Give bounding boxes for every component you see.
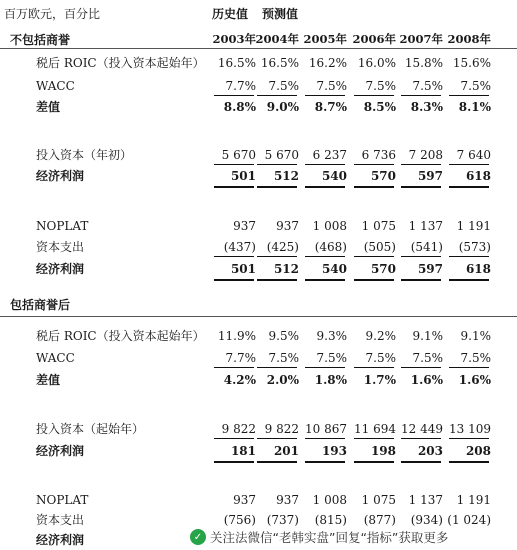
cell-capex-6: (1 024)	[447, 513, 491, 527]
total-underline	[449, 279, 489, 281]
cell-ep1-4: 570	[370, 169, 396, 183]
watermark-text: 关注法微信“老韩实盘”回复“指标”获取更多	[210, 530, 449, 545]
cell-spread-5: 1.6%	[410, 373, 443, 387]
cell-roic-1: 16.5%	[217, 56, 256, 70]
cell-capex-6: (573)	[458, 240, 491, 254]
row-label-ep1: 经济利润	[36, 169, 85, 183]
cell-wacc-3: 7.5%	[316, 351, 347, 365]
cell-ep1-1: 181	[230, 444, 256, 458]
row-label-capital: 投入资本（年初）	[36, 148, 133, 162]
subtotal-underline	[449, 164, 489, 165]
year-header-4: 2006年	[352, 32, 396, 46]
cell-spread-1: 8.8%	[223, 100, 256, 114]
cell-ep1-2: 201	[273, 444, 299, 458]
total-underline	[257, 186, 297, 188]
total-underline	[305, 186, 345, 188]
section-b-rule	[0, 316, 517, 317]
cell-noplat-1: 937	[233, 219, 256, 233]
cell-wacc-1: 7.7%	[225, 351, 256, 365]
total-underline	[305, 461, 345, 463]
subtotal-underline	[401, 438, 441, 439]
cell-wacc-2: 7.5%	[268, 79, 299, 93]
total-underline	[449, 186, 489, 188]
row-label-noplat: NOPLAT	[36, 219, 89, 233]
subtotal-underline	[354, 367, 394, 368]
row-label-capex: 资本支出	[36, 240, 85, 254]
cell-capital-3: 6 237	[312, 148, 347, 162]
unit-label: 百万欧元，百分比	[4, 7, 101, 21]
total-underline	[401, 279, 441, 281]
cell-capex-4: (877)	[363, 513, 396, 527]
total-underline	[214, 279, 254, 281]
cell-ep2-5: 597	[417, 262, 443, 276]
cell-spread-2: 2.0%	[266, 373, 299, 387]
cell-ep2-2: 512	[273, 262, 299, 276]
cell-capital-5: 12 449	[401, 422, 443, 436]
cell-spread-5: 8.3%	[410, 100, 443, 114]
row-label-wacc: WACC	[36, 351, 75, 365]
cell-capex-3: (468)	[314, 240, 347, 254]
total-underline	[214, 461, 254, 463]
cell-capital-5: 7 208	[408, 148, 443, 162]
subtotal-underline	[401, 95, 441, 96]
cell-roic-5: 9.1%	[412, 329, 443, 343]
cell-spread-6: 8.1%	[458, 100, 491, 114]
subtotal-underline	[305, 438, 345, 439]
section-b-title: 包括商誉后	[10, 298, 71, 312]
cell-noplat-5: 1 137	[408, 493, 443, 507]
row-label-ep1: 经济利润	[36, 444, 85, 458]
year-header-3: 2005年	[303, 32, 347, 46]
row-label-spread: 差值	[36, 100, 61, 114]
total-underline	[354, 186, 394, 188]
cell-ep1-3: 540	[321, 169, 347, 183]
cell-noplat-2: 937	[276, 493, 299, 507]
total-underline	[401, 186, 441, 188]
cell-ep1-3: 193	[321, 444, 347, 458]
cell-capex-3: (815)	[314, 513, 347, 527]
cell-spread-4: 8.5%	[363, 100, 396, 114]
row-label-roic: 税后 ROIC（投入资本起始年）	[36, 329, 205, 343]
subtotal-underline	[257, 95, 297, 96]
total-underline	[354, 461, 394, 463]
cell-ep1-6: 208	[465, 444, 491, 458]
cell-capex-1: (756)	[223, 513, 256, 527]
cell-spread-3: 8.7%	[314, 100, 347, 114]
cell-capital-4: 11 694	[354, 422, 396, 436]
cell-roic-4: 9.2%	[365, 329, 396, 343]
total-underline	[257, 461, 297, 463]
subtotal-underline	[449, 367, 489, 368]
cell-capital-2: 9 822	[264, 422, 299, 436]
subtotal-underline	[214, 95, 254, 96]
subtotal-underline	[401, 164, 441, 165]
subtotal-underline	[401, 367, 441, 368]
subtotal-underline	[401, 256, 441, 257]
row-label-ep2: 经济利润	[36, 262, 85, 276]
cell-roic-6: 9.1%	[460, 329, 491, 343]
year-header-2: 2004年	[255, 32, 299, 46]
section-a-title: 不包括商誉	[10, 33, 71, 47]
subtotal-underline	[305, 256, 345, 257]
subtotal-underline	[354, 95, 394, 96]
cell-noplat-4: 1 075	[361, 219, 396, 233]
row-label-spread: 差值	[36, 373, 61, 387]
cell-capex-4: (505)	[363, 240, 396, 254]
cell-capital-6: 7 640	[456, 148, 491, 162]
wechat-icon: ✓	[190, 529, 206, 545]
total-underline	[214, 186, 254, 188]
subtotal-underline	[214, 438, 254, 439]
cell-spread-4: 1.7%	[363, 373, 396, 387]
subtotal-underline	[257, 164, 297, 165]
cell-noplat-2: 937	[276, 219, 299, 233]
subtotal-underline	[449, 256, 489, 257]
row-label-capital: 投入资本（起始年）	[36, 422, 145, 436]
cell-ep1-2: 512	[273, 169, 299, 183]
cell-ep2-6: 618	[465, 262, 491, 276]
cell-roic-5: 15.8%	[404, 56, 443, 70]
subtotal-underline	[214, 367, 254, 368]
subtotal-underline	[449, 95, 489, 96]
cell-wacc-5: 7.5%	[412, 79, 443, 93]
cell-ep2-1: 501	[230, 262, 256, 276]
cell-capital-3: 10 867	[305, 422, 347, 436]
row-label-wacc: WACC	[36, 79, 75, 93]
header-rule	[0, 48, 517, 49]
cell-noplat-3: 1 008	[312, 219, 347, 233]
subtotal-underline	[305, 367, 345, 368]
cell-ep1-5: 203	[417, 444, 443, 458]
subtotal-underline	[354, 164, 394, 165]
subtotal-underline	[305, 95, 345, 96]
year-header-6: 2008年	[447, 32, 491, 46]
cell-noplat-1: 937	[233, 493, 256, 507]
cell-capital-1: 5 670	[221, 148, 256, 162]
cell-ep1-5: 597	[417, 169, 443, 183]
watermark-bar	[190, 524, 517, 550]
cell-ep1-6: 618	[465, 169, 491, 183]
cell-roic-1: 11.9%	[217, 329, 256, 343]
subtotal-underline	[214, 164, 254, 165]
subtotal-underline	[214, 256, 254, 257]
cell-noplat-5: 1 137	[408, 219, 443, 233]
cell-roic-6: 15.6%	[452, 56, 491, 70]
cell-wacc-4: 7.5%	[365, 351, 396, 365]
cell-noplat-4: 1 075	[361, 493, 396, 507]
subtotal-underline	[257, 367, 297, 368]
cell-spread-6: 1.6%	[458, 373, 491, 387]
total-underline	[449, 461, 489, 463]
cell-roic-2: 16.5%	[260, 56, 299, 70]
cell-noplat-6: 1 191	[456, 493, 491, 507]
total-underline	[354, 279, 394, 281]
cell-wacc-5: 7.5%	[412, 351, 443, 365]
cell-noplat-3: 1 008	[312, 493, 347, 507]
cell-spread-3: 1.8%	[314, 373, 347, 387]
cell-roic-3: 9.3%	[316, 329, 347, 343]
cell-capital-4: 6 736	[361, 148, 396, 162]
subtotal-underline	[449, 438, 489, 439]
cell-spread-2: 9.0%	[266, 100, 299, 114]
cell-ep2-3: 540	[321, 262, 347, 276]
cell-wacc-1: 7.7%	[225, 79, 256, 93]
cell-capital-2: 5 670	[264, 148, 299, 162]
total-underline	[401, 461, 441, 463]
cell-noplat-6: 1 191	[456, 219, 491, 233]
cell-spread-1: 4.2%	[223, 373, 256, 387]
year-header-1: 2003年	[212, 32, 256, 46]
subtotal-underline	[354, 438, 394, 439]
cell-wacc-6: 7.5%	[460, 79, 491, 93]
cell-ep1-4: 198	[370, 444, 396, 458]
cell-wacc-3: 7.5%	[316, 79, 347, 93]
cell-ep1-1: 501	[230, 169, 256, 183]
cell-capex-5: (541)	[410, 240, 443, 254]
row-label-roic: 税后 ROIC（投入资本起始年）	[36, 56, 205, 70]
cell-wacc-2: 7.5%	[268, 351, 299, 365]
cell-roic-3: 16.2%	[308, 56, 347, 70]
cell-capex-2: (737)	[266, 513, 299, 527]
cell-wacc-6: 7.5%	[460, 351, 491, 365]
cell-capital-6: 13 109	[449, 422, 491, 436]
cell-capital-1: 9 822	[221, 422, 256, 436]
row-label-ep2: 经济利润	[36, 533, 85, 547]
cell-ep2-4: 570	[370, 262, 396, 276]
historical-header: 历史值	[212, 7, 249, 21]
cell-capex-5: (934)	[410, 513, 443, 527]
cell-capex-2: (425)	[266, 240, 299, 254]
year-header-5: 2007年	[399, 32, 443, 46]
subtotal-underline	[257, 256, 297, 257]
subtotal-underline	[257, 438, 297, 439]
subtotal-underline	[305, 164, 345, 165]
row-label-noplat: NOPLAT	[36, 493, 89, 507]
cell-roic-4: 16.0%	[357, 56, 396, 70]
total-underline	[257, 279, 297, 281]
cell-capex-1: (437)	[223, 240, 256, 254]
row-label-capex: 资本支出	[36, 513, 85, 527]
forecast-header: 预测值	[262, 7, 299, 21]
cell-wacc-4: 7.5%	[365, 79, 396, 93]
total-underline	[305, 279, 345, 281]
subtotal-underline	[354, 256, 394, 257]
cell-roic-2: 9.5%	[268, 329, 299, 343]
